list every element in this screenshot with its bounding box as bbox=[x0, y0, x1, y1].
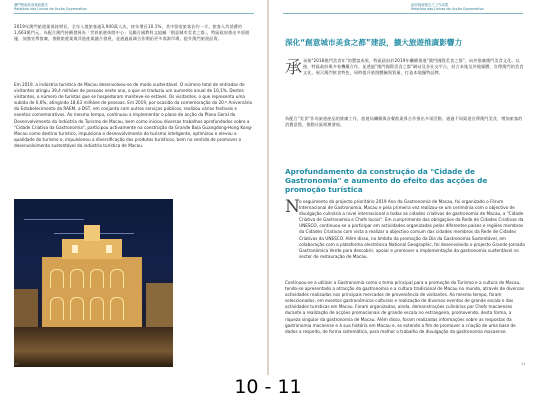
right-body-pt-1: o seguimento do projecto prioritário 2019 Ano da Gastronomia de Macau, foi organizado o Fórum Internacional de Gastronomia, Macau e pela primeira vez realizou-se um cerimónia com o objectivo de divulgação culinária a nível internacional a todas as cidades criativas de gastronomia de Macau, a "Cidade Criativa de Gastronomia e Chefs locais". Em cumprimento das obrigações da Rede de Cidades Criativas da UNESCO, continuou-se a participar em actividades organizadas pelos diferentes países e regiões membros da Cidades Criativas com vista a realizar o objectivo comum das cidades membros da Rede de Cidades Criativas da UNESCO. Além disso, no âmbito da promoção da Dia da Gastronomia Sustentável, em colaboração com a plataforma electrónica National Geographic, foi desenvolvido o projecto Grande Jornada Gastronómica Verde para descobrir, apoiar e promover a implementação da gastronomia sustentável no sector de restauração de Macau. bbox=[299, 199, 525, 259]
dropcap-zh: 承 bbox=[285, 58, 302, 78]
right-header-line2: Relatório das Linhas de Acção Governativa bbox=[411, 7, 484, 12]
right-body-pt-2: Continuou-se a utilizar a Gastronomia como o tema principal para a promoção do Turismo e a cultura de Macau, tendo-se apresentado a atracção da gastronomia e a cultura tradicional de Macau no mundo, através de diversas actividades realizadas nos principais mercados de proveniência de visitantes. Ao mesmo tempo, foram seleccionados, em eventos gastronómicos culturais e realização de diversos eventos de grande escala e das actividades turísticas em Macau. Foram organizadas, ainda, demonstrações culinárias por Chefs macaenses durante a realização de acções promocionais de grande escala no estrangeiro, promovendo, desta forma, a riqueza singular da gastronomia de Macau. Além disso, foram realizadas informações sobre as respostas da gastronomia macaense e à sua história em Macau e, se estendo a fim de promover a criação de uma base de dados a respeito, de forma sistemática, para melhor o trabalho de divulgação da gastronomia macaense. bbox=[285, 280, 524, 334]
left-header-line2: Relatório das Linhas de Acção Governativa bbox=[14, 7, 87, 12]
section-title-pt: Aprofundamento da construção da "Cidade de Gastronomia" e aumento do efeito das acções de promoção turística bbox=[285, 167, 488, 194]
right-body-zh-2: 為配合"美食"作為旅遊產品的推廣工作，旅遊局繼續與各餐飲業界合作推出多項活動，通過不同渠道宣傳澳門美食，增加旅客的消費意慾，推動社區經濟發展。 bbox=[285, 116, 523, 128]
left-page bbox=[0, 0, 267, 375]
left-paragraph-zh: 2019年澳門旅遊業保持增長，全年入境旅客逾3,940萬人次，按年增長10.1%，其中留宿旅客佔約一半。旅客人均消費約1,663澳門元。為配合澳門持續發展為「世界旅遊休閒中心」及聯合國教科文組織「創意城市美食之都」，特區政府推出多項措施，加強宣傳推廣，推動旅遊業與其他產業融合發展，並通過區域合作開拓更多客源市場，提升澳門旅遊品質。 bbox=[14, 24, 250, 42]
right-body-zh-1: 承接"2018澳門美食年"的豐富成果，特區政府於2019年繼續推進"澳門國際美食之都"，向外推廣澳門美食文化。以後，特區政府與多家機構合作，並透過"澳門國際美食之都"網站及各社交平台，結合本地及外地媒體，宣傳澳門的美食文化，展示澳門飲食特色，同時提升旅遊體驗與質量，打造本地獨特品牌。 bbox=[303, 58, 524, 76]
macau-night-photo bbox=[14, 199, 173, 367]
right-page-header bbox=[411, 3, 484, 12]
left-paragraph-pt: Em 2019, a indústria turística de Macau desenvolveu-se de modo sustentável. O número total de entradas de visitantes atingiu 39,4 milhões de pessoas neste ano, o que se traduziu um aumento anual de 10,1%. Destes visitantes, o número de turistas que se hospedaram manteve-se estável. Os visitantes, o que representa uma subida de 0,6%, atingindo 18,63 milhões de pessoas. Em 2019, por ocasião da comemoração do 20.º Aniversário do Estabelecimento da RAEM, a DST, em conjunto com outros serviços públicos, realizou vários festivais e eventos comemorativos. Ao mesmo tempo, continuou a implementar o plano de acção da Plano Geral do Desenvolvimento da Indústria do Turismo de Macau, bem como iniciou diversas trabalhos aprofundados sobre a "Cidade Criativa da Gastronomia", participou activamente na construção da Grande Baía Guangdong-Hong Kong-Macau como destino turístico, impulsiona o desenvolvimento do turismo inteligente, optimizou e elevou a qualidade do turismo e, impulsionou a diversificação dos produtos turísticos, bem no sentido de promover o desenvolvimento sustentável da indústria turística de Macau. bbox=[14, 82, 253, 148]
left-header-line1: 澳門特區政府施政報告 bbox=[14, 3, 48, 7]
left-page-number: 10 bbox=[14, 362, 19, 366]
right-page bbox=[269, 0, 536, 375]
right-page-number: 11 bbox=[521, 362, 526, 366]
left-header-rule bbox=[14, 13, 254, 14]
section-title-zh: 深化“創意城市美食之都”建設，擴大旅遊推廣影響力 bbox=[285, 38, 463, 47]
page-range-label: 10 - 11 bbox=[0, 375, 536, 400]
left-page-header bbox=[14, 3, 87, 12]
dropcap-pt: N bbox=[285, 197, 300, 217]
right-header-line1: 政府施政報告之工作成果 bbox=[411, 3, 449, 7]
right-header-rule bbox=[283, 13, 523, 14]
